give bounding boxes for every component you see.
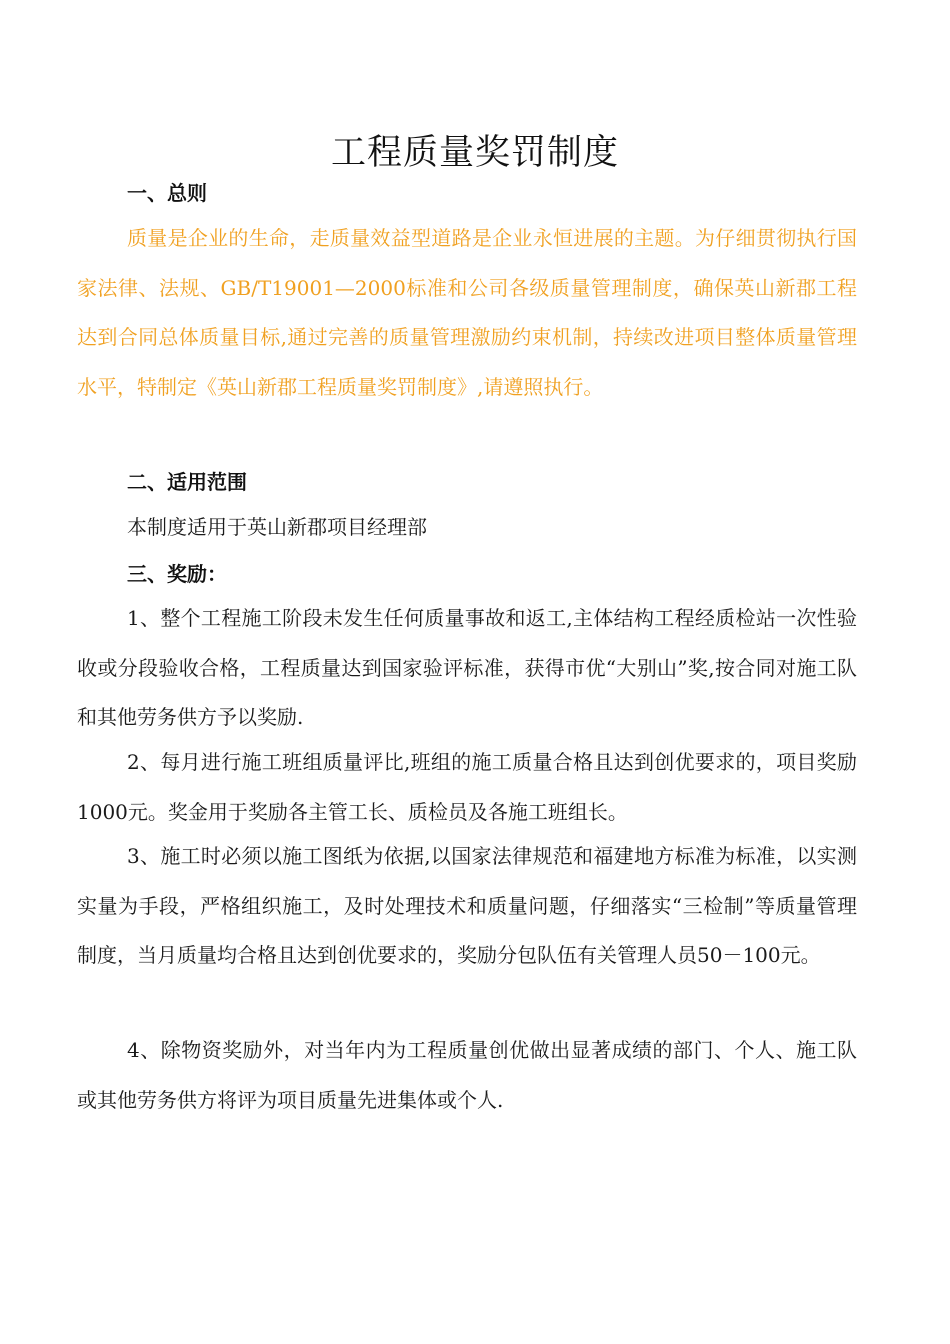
reward-item-1: 1、整个工程施工阶段未发生任何质量事故和返工,主体结构工程经质检站一次性验收或分段验收合格，工程质量达到国家验评标准，获得市优“大别山”奖,按合同对施工队和其他劳务供方予以奖励. bbox=[77, 606, 857, 729]
section-heading-scope: 二、适用范围 bbox=[127, 470, 247, 494]
scope-paragraph: 本制度适用于英山新郡项目经理部 bbox=[127, 515, 427, 539]
section-heading-rewards: 三、奖励： bbox=[127, 562, 227, 586]
reward-item-3: 3、施工时必须以施工图纸为依据,以国家法律规范和福建地方标准为标准，以实测实量为手段，严格组织施工，及时处理技术和质量问题，仔细落实“三检制”等质量管理制度，当月质量均合格且达到创优要求的，奖励分包队伍有关管理人员50－100元。 bbox=[77, 844, 857, 967]
document-title: 工程质量奖罚制度 bbox=[330, 133, 619, 173]
general-paragraph: 质量是企业的生命，走质量效益型道路是企业永恒进展的主题。为仔细贯彻执行国家法律、法规、GB/T19001—2000标准和公司各级质量管理制度，确保英山新郡工程达到合同总体质量目标,通过完善的质量管理激励约束机制，持续改进项目整体质量管理水平，特制定《英山新郡工程质量奖罚制度》,请遵照执行。 bbox=[77, 226, 857, 399]
section-heading-general: 一、总则 bbox=[127, 181, 207, 205]
reward-item-2: 2、每月进行施工班组质量评比,班组的施工质量合格且达到创优要求的，项目奖励1000元。奖金用于奖励各主管工长、质检员及各施工班组长。 bbox=[77, 750, 857, 824]
reward-item-4: 4、除物资奖励外，对当年内为工程质量创优做出显著成绩的部门、个人、施工队或其他劳务供方将评为项目质量先进集体或个人. bbox=[77, 1038, 857, 1112]
